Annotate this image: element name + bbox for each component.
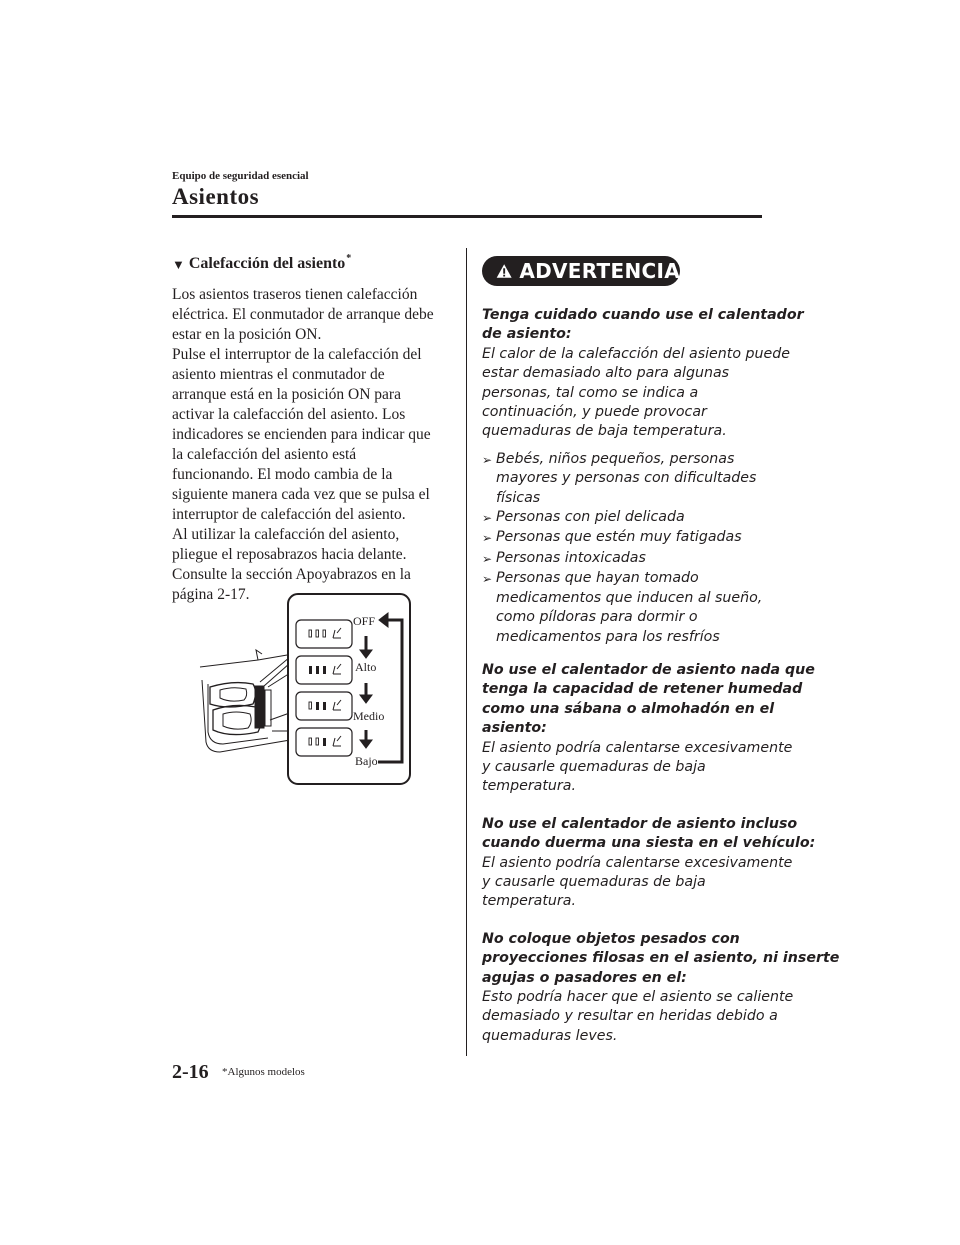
warning-text-line: demasiado y resultar en heridas debido a — [482, 1008, 778, 1025]
warning-text-line: El asiento podría calentarse excesivamente — [482, 854, 793, 871]
column-divider — [466, 248, 467, 1056]
body-line: indicadores se encienden para indicar que — [172, 426, 431, 443]
switch-high — [296, 656, 352, 684]
warning-text-line: temperatura. — [482, 778, 576, 795]
body-line: Pulse el interruptor de la calefacción del — [172, 346, 422, 363]
footnote: *Algunos modelos — [222, 1066, 305, 1078]
switch-off — [296, 620, 352, 648]
left-column — [172, 255, 450, 605]
bullet-text-line: Personas intoxicadas — [496, 549, 646, 566]
body-line: pliegue el reposabrazos hacia delante. — [172, 546, 407, 563]
subheading-text: Calefacción del asiento — [188, 255, 346, 272]
bullet-text-line: mayores y personas con dificultades — [496, 470, 757, 487]
warning-text-line: El calor de la calefacción del asiento puede — [482, 345, 790, 362]
warning-heading-line: proyecciones filosas en el asiento, ni inserte — [482, 950, 840, 967]
bullet-text-line: medicamentos que inducen al sueño, — [496, 589, 763, 606]
title-rule — [172, 215, 762, 218]
warning-text-line: estar demasiado alto para algunas — [482, 365, 730, 382]
body-line: la calefacción del asiento está — [172, 446, 357, 463]
list-item — [482, 508, 767, 528]
warning-text-line: continuación, y puede provocar — [482, 404, 707, 421]
label-medium: Medio — [353, 709, 385, 723]
warning-heading-line: No coloque objetos pesados con — [482, 930, 740, 947]
body-line: funcionando. El modo cambia de la — [172, 466, 393, 483]
arrow-bullet-icon: ➢ — [482, 572, 493, 587]
warning-heading-line: como una sábana o almohadón en el — [482, 700, 775, 717]
warning-text-line: y causarle quemaduras de baja — [482, 758, 706, 775]
page-number: 2-16 — [172, 1061, 209, 1083]
label-off: OFF — [353, 614, 376, 628]
body-line: siguiente manera cada vez que se pulsa el — [172, 486, 430, 503]
warning-bullet-list — [482, 450, 767, 647]
list-item — [482, 528, 767, 548]
label-low: Bajo — [355, 754, 378, 768]
car-console-illustration — [200, 650, 298, 752]
body-line: estar en la posición ON. — [172, 326, 322, 343]
body-line: interruptor de calefacción del asiento. — [172, 506, 406, 523]
list-item — [482, 450, 767, 508]
bullet-text-line: medicamentos para los resfríos — [496, 628, 720, 645]
seat-heater-figure — [198, 592, 414, 788]
bullet-text-line: Personas que estén muy fatigadas — [496, 529, 742, 546]
warning-text-line: y causarle quemaduras de baja — [482, 873, 706, 890]
warning-heading-line: de asiento: — [482, 326, 572, 343]
page-title: Asientos — [172, 184, 260, 209]
warning-icon — [496, 260, 512, 282]
list-item — [482, 569, 767, 647]
switch-medium — [296, 692, 352, 720]
bullet-text-line: Personas que hayan tomado — [496, 570, 699, 587]
warning-title: ADVERTENCIA — [519, 259, 680, 283]
warning-heading-line: asiento: — [482, 720, 547, 737]
arrow-bullet-icon: ➢ — [482, 452, 493, 467]
triangle-down-icon: ▼ — [172, 257, 185, 272]
warning-text-line: quemaduras de baja temperatura. — [482, 423, 727, 440]
body-line: activar la calefacción del asiento. Los — [172, 406, 406, 423]
arrow-bullet-icon: ➢ — [482, 531, 493, 546]
warning-banner — [482, 256, 680, 286]
warning-text-line: Esto podría hacer que el asiento se caliente — [482, 989, 794, 1005]
body-line: Al utilizar la calefacción del asiento, — [172, 526, 400, 543]
warning-heading-line: No use el calentador de asiento incluso — [482, 815, 798, 832]
section-label: Equipo de seguridad esencial — [172, 170, 309, 182]
model-asterisk: * — [346, 253, 352, 264]
body-line: arranque está en la posición ON para — [172, 386, 401, 403]
warning-heading-line: agujas o pasadores en el: — [482, 969, 687, 986]
label-high: Alto — [355, 660, 377, 674]
warning-heading-line: Tenga cuidado cuando use el calentador — [482, 307, 804, 323]
warning-text-line: temperatura. — [482, 893, 576, 910]
body-line: página 2-17. — [172, 586, 250, 603]
list-item — [482, 549, 767, 569]
arrow-bullet-icon: ➢ — [482, 551, 493, 566]
warning-text-line: quemaduras leves. — [482, 1027, 618, 1044]
warning-heading-line: No use el calentador de asiento nada que — [482, 661, 815, 678]
body-text — [172, 285, 450, 605]
body-line: asiento mientras el conmutador de — [172, 366, 385, 383]
bullet-text-line: como píldoras para dormir o — [496, 609, 698, 626]
bullet-text-line: físicas — [496, 489, 541, 506]
warning-heading-line: cuando duerma una siesta en el vehículo: — [482, 835, 816, 852]
warning-body — [482, 306, 840, 1046]
subheading — [172, 255, 450, 273]
arrow-bullet-icon: ➢ — [482, 511, 493, 526]
body-line: eléctrica. El conmutador de arranque debe — [172, 306, 434, 323]
warning-text-line: El asiento podría calentarse excesivamente — [482, 739, 793, 756]
bullet-text-line: Personas con piel delicada — [496, 509, 685, 526]
warning-heading-line: tenga la capacidad de retener humedad — [482, 681, 803, 698]
bullet-text-line: Bebés, niños pequeños, personas — [496, 450, 735, 467]
switch-low — [296, 728, 352, 756]
warning-text-line: personas, tal como se indica a — [482, 384, 699, 401]
body-line: Los asientos traseros tienen calefacción — [172, 286, 418, 303]
body-line: Consulte la sección Apoyabrazos en la — [172, 566, 411, 583]
